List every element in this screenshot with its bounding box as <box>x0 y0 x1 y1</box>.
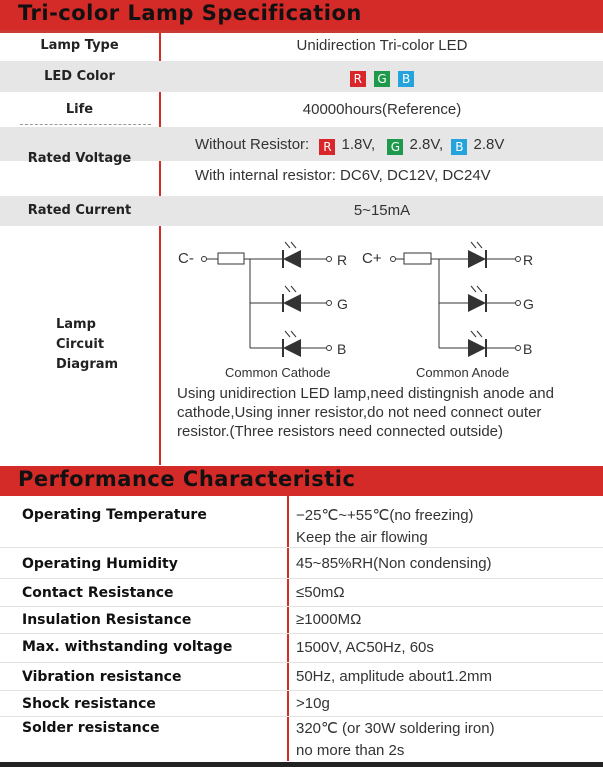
row-rated-current <box>0 196 603 226</box>
performance-title: Performance Characteristic <box>18 467 356 491</box>
spec-header-bar <box>0 0 603 30</box>
perf-label: Vibration resistance <box>22 669 182 685</box>
lamp-type-label: Lamp Type <box>40 38 119 53</box>
row-led-color <box>0 61 603 92</box>
row-life <box>0 93 603 125</box>
perf-value: ≤50mΩ <box>296 584 345 601</box>
led-color-chips <box>161 68 603 87</box>
perf-value: >10g <box>296 695 330 712</box>
cathode-out-r: R <box>337 252 348 268</box>
anode-diode-r <box>468 242 515 268</box>
table-row <box>0 548 603 579</box>
row-rated-voltage <box>0 127 603 195</box>
cathode-out-g: G <box>337 296 348 312</box>
perf-value-line2: Keep the air flowing <box>296 529 428 546</box>
chip-red: R <box>350 71 366 87</box>
rated-current-label: Rated Current <box>27 203 132 218</box>
cathode-terminal-label: C- <box>178 250 194 267</box>
chip-blue: B <box>451 139 467 155</box>
led-color-label: LED Color <box>44 69 115 84</box>
perf-value-line1: 320℃ (or 30W soldering iron) <box>296 720 495 737</box>
perf-label: Insulation Resistance <box>22 612 192 628</box>
table-row <box>0 634 603 663</box>
perf-value <box>296 505 474 549</box>
cathode-diode-r <box>283 242 326 268</box>
chip-blue: B <box>398 71 414 87</box>
circuit-label-line2: Circuit <box>56 337 105 352</box>
circuit-label-line1: Lamp <box>56 317 96 332</box>
perf-value-line1: −25℃~+55℃(no freezing) <box>296 507 474 524</box>
chip-green: G <box>374 71 390 87</box>
anode-out-r: R <box>523 252 534 268</box>
dashed-divider <box>20 124 151 125</box>
anode-out-b: B <box>523 341 533 357</box>
perf-value: 1500V, AC50Hz, 60s <box>296 639 434 656</box>
b-voltage: 2.8V <box>473 136 505 153</box>
rated-voltage-label: Rated Voltage <box>27 151 132 166</box>
perf-label: Operating Humidity <box>22 556 178 572</box>
circuit-label-line3: Diagram <box>56 357 119 372</box>
circuit-note: Using unidirection LED lamp,need distingnish anode and cathode,Using inner resistor,do not need connect outer resistor.(Three resistors need connected outside) <box>177 385 554 440</box>
cathode-caption: Common Cathode <box>225 365 331 380</box>
life-label: Life <box>65 102 94 117</box>
anode-diode-b <box>468 331 515 357</box>
r-voltage: 1.8V, <box>341 136 376 153</box>
cathode-diode-g <box>283 286 326 312</box>
perf-value <box>296 718 495 762</box>
perf-label: Operating Temperature <box>22 507 207 523</box>
anode-diode-g <box>468 286 515 312</box>
lamp-type-value: Unidirection Tri-color LED <box>296 37 468 54</box>
bottom-rule <box>0 762 603 767</box>
perf-label: Solder resistance <box>22 720 160 736</box>
spec-title: Tri-color Lamp Specification <box>18 1 362 25</box>
rated-current-value: 5~15mA <box>353 202 411 219</box>
perf-label: Max. withstanding voltage <box>22 639 233 655</box>
g-voltage: 2.8V, <box>409 136 444 153</box>
without-resistor-prefix: Without Resistor: <box>195 136 310 153</box>
common-anode-circuit <box>362 242 534 380</box>
perf-value: 45~85%RH(Non condensing) <box>296 555 492 572</box>
perf-value: 50Hz, amplitude about1.2mm <box>296 668 492 685</box>
circuit-label <box>56 315 156 375</box>
perf-value-line2: no more than 2s <box>296 742 405 759</box>
cathode-diode-b <box>283 331 326 357</box>
table-row <box>0 607 603 634</box>
life-value: 40000hours(Reference) <box>302 101 462 118</box>
row-lamp-type <box>0 33 603 60</box>
table-row <box>0 579 603 607</box>
chip-red: R <box>319 139 335 155</box>
chip-green: G <box>387 139 403 155</box>
table-row <box>0 717 603 761</box>
perf-label: Contact Resistance <box>22 585 174 601</box>
table-row <box>0 663 603 691</box>
table-row <box>0 691 603 717</box>
anode-terminal-label: C+ <box>362 250 382 267</box>
anode-out-g: G <box>523 296 534 312</box>
performance-header-bar <box>0 466 603 496</box>
table-row <box>0 500 603 548</box>
perf-label: Shock resistance <box>22 696 156 712</box>
circuit-diagram <box>170 238 590 386</box>
anode-caption: Common Anode <box>416 365 510 380</box>
perf-value: ≥1000MΩ <box>296 611 362 628</box>
cathode-out-b: B <box>337 341 347 357</box>
without-resistor-line <box>195 136 504 155</box>
common-cathode-circuit <box>178 242 348 380</box>
with-internal-resistor: With internal resistor: DC6V, DC12V, DC24V <box>195 167 491 184</box>
